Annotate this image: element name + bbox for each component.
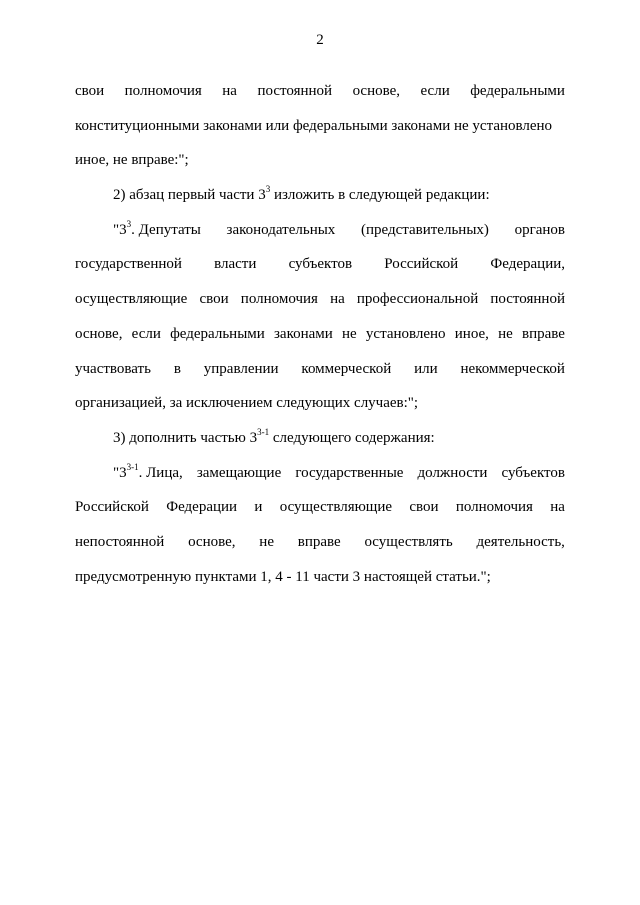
word: основе, [188, 533, 236, 550]
word: осуществляющие [279, 499, 393, 516]
word: коммерческой [301, 360, 392, 377]
word: свои [75, 83, 105, 99]
word: федеральными [470, 83, 565, 99]
word: профессиональной [356, 291, 479, 308]
text-line [75, 525, 565, 560]
word: или [414, 360, 438, 377]
word: если [420, 83, 450, 99]
word: Российской [75, 499, 149, 516]
word: полномочия [455, 499, 533, 516]
item-text: изложить в следующей редакции: [270, 187, 490, 204]
word: полномочия [124, 83, 202, 99]
word: государственной [75, 256, 182, 273]
word: субъектов [288, 256, 353, 273]
word: некоммерческой [460, 360, 565, 377]
word: Российской [384, 256, 459, 273]
word: федеральными [170, 325, 265, 342]
text-line [75, 490, 565, 525]
word: свои [199, 291, 229, 308]
word: субъектов [501, 464, 565, 481]
item-text: 3) дополнить частью 3 [113, 429, 258, 446]
word: полномочия [240, 291, 318, 308]
text-line: иное, не вправе:"; [75, 152, 189, 169]
word: должности [417, 464, 488, 481]
superscript: 3-1 [126, 461, 139, 472]
page-number: 2 [316, 32, 324, 48]
text-line [75, 352, 565, 387]
word: не [342, 325, 357, 342]
word: в [173, 360, 181, 377]
word: законами [274, 325, 333, 342]
word: "3$^{3-1}$. Лица, [113, 461, 183, 481]
word: если [131, 325, 161, 342]
item-text: следующего содержания: [269, 429, 435, 446]
word: деятельность, [476, 533, 565, 550]
word: на [550, 499, 565, 516]
text-line: предусмотренную пунктами 1, 4 - 11 части 3 настоящей статьи."; [75, 568, 491, 585]
superscript: 3 [126, 218, 132, 229]
word: иное, [454, 325, 489, 342]
word: установлено [365, 325, 446, 342]
text-line: организацией, за исключением следующих случаев:"; [75, 395, 419, 412]
superscript: 3 [265, 184, 271, 195]
word: вправе [522, 325, 565, 342]
word: участвовать [75, 360, 151, 377]
word: на [222, 83, 237, 99]
word: осуществлять [364, 533, 453, 550]
word: государственные [295, 464, 404, 481]
word: непостоянной [75, 533, 165, 550]
superscript: 3-1 [257, 426, 270, 437]
word: управлении [203, 360, 279, 377]
word: и [254, 499, 263, 516]
text-line [75, 317, 565, 352]
word: замещающие [196, 464, 282, 481]
word: не [259, 533, 274, 550]
word: Федерации [166, 499, 238, 516]
item-line [75, 421, 565, 456]
text-line: конституционными законами или федеральными законами не установлено [75, 117, 553, 134]
document-body [75, 74, 565, 594]
text-line [75, 247, 565, 282]
word: не [498, 325, 513, 342]
word: вправе [297, 533, 341, 550]
word: постоянной [257, 83, 333, 99]
text-line [75, 282, 565, 317]
word: осуществляющие [75, 291, 188, 308]
word: постоянной [490, 291, 565, 308]
word: свои [409, 499, 439, 516]
word: основе, [352, 83, 401, 99]
word: власти [214, 256, 257, 273]
word: основе, [75, 325, 123, 342]
text-line [75, 456, 565, 491]
word: законодательных [226, 221, 336, 238]
text-line [75, 213, 565, 248]
word: на [330, 291, 345, 308]
text-line [75, 74, 565, 109]
word: "$3^3$. Депутаты [113, 218, 201, 238]
item-line [75, 178, 565, 213]
word: (представительных) [360, 221, 489, 238]
word: органов [514, 221, 565, 238]
word: Федерации, [490, 256, 565, 273]
item-text: 2) абзац первый части 3 [113, 187, 266, 204]
